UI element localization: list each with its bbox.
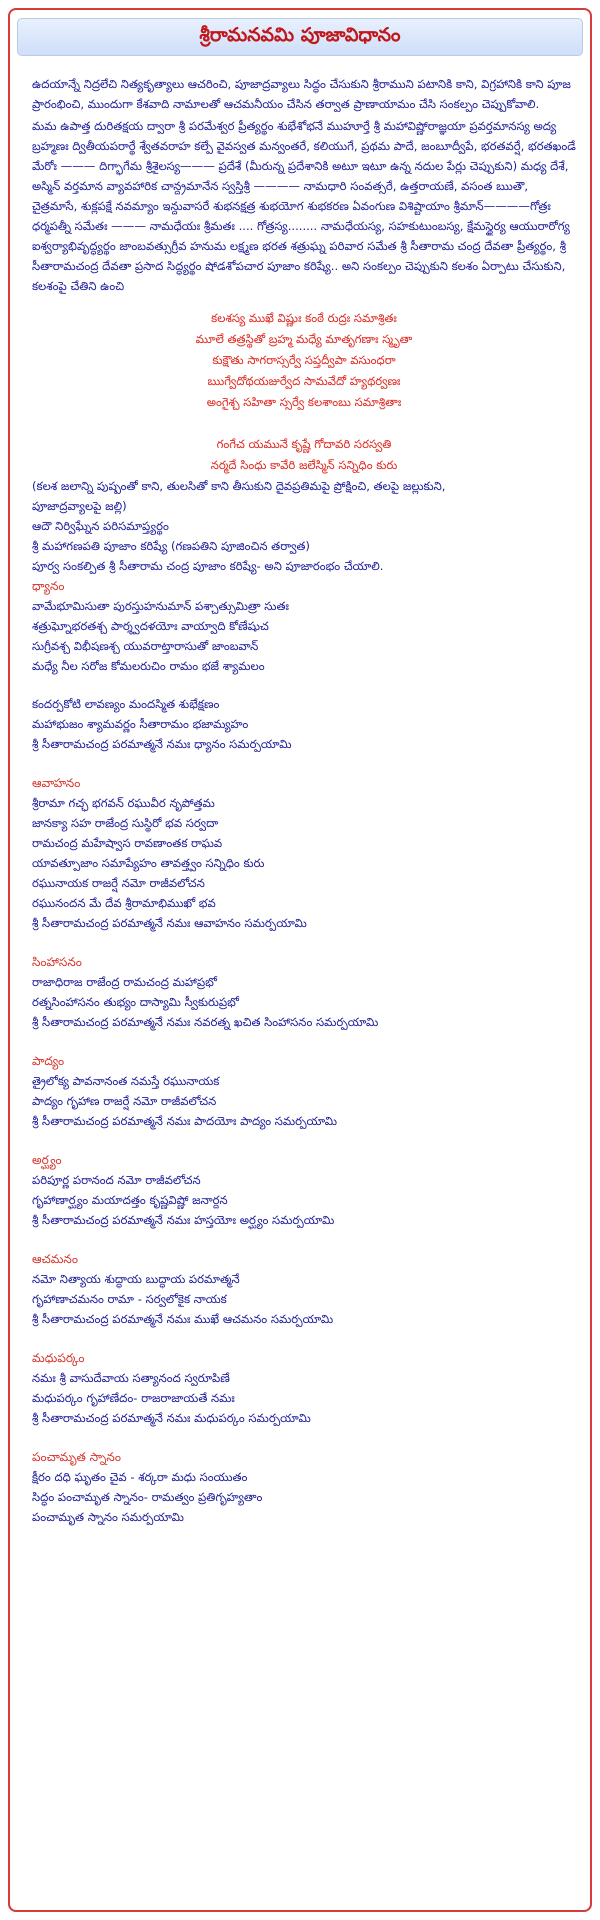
section-line: కందర్పకోటి లావణ్యం మందస్మిత శుభేక్షణం [32,697,220,711]
section-line: శత్రుఘ్నోభరతశ్చ పార్శ్వదళయోః వాయ్వాది కోణేషుచ [32,619,269,633]
section-lines [32,793,576,933]
section-line [32,676,576,694]
instruction-line: శ్రీ మహాగణపతి పూజాం కరిష్యే (గణపతిని పూజించిన తర్వాత) [32,539,310,553]
section-line: నమో నిత్యాయ శుద్ధాయ బుద్ధాయ పరమాత్మనే [32,1272,240,1286]
section-line: రఘునాయక రాజర్షే నమో రాజీవలోచన [32,876,205,890]
section-line: సిద్ధం పంచామృత స్నానం- రామత్వం ప్రతిగృహ్యతాం [32,1490,263,1504]
page-title: శ్రీరామనవమి పూజావిధానం [17,18,583,56]
section-lines [32,1170,576,1230]
section-line: రత్నసింహాసనం తుభ్యం దాస్యామి స్వీకురుప్రభో [32,995,239,1009]
section-line: నమః శ్రీ వాసుదేవాయ సత్యానంద స్వరూపిణే [32,1371,230,1385]
section-heading: మధుపర్కం [32,1351,85,1365]
section [32,1447,576,1527]
section-lines [32,1071,576,1131]
kalasha-verse-1 [32,308,576,413]
section-line: క్షీరం దధి ఘృతం చైవ - శర్కరా మధు సంయుతం [32,1470,248,1484]
section-line: శ్రీ సీతారామచంద్ర పరమాత్మనే నమః ధ్యానం సమర్పయామి [32,737,292,751]
section-line: పరిపూర్ణ పరానంద నమో రాజీవలోచన [32,1173,201,1187]
section-line: శ్రీరామా గచ్ఛ భగవన్ రఘువీర నృపోత్తమ [32,796,215,810]
section-heading: అర్ఘ్యం [32,1153,62,1167]
verse-line: మూలే తత్రస్థితో బ్రహ్మ మధ్యే మాతృగణాః స్మృతా [195,332,413,346]
section-line: త్రైలోక్య పావనానంత నమస్తే రఘునాయక [32,1074,220,1088]
intro-paragraph-1: ఉదయాన్నే నిద్రలేచి నిత్యకృత్యాలు ఆచరించి, పూజాద్రవ్యాలు సిద్ధం చేసుకుని శ్రీరాముని పటానికి కాని, విగ్రహానికి కాని పూజ ప్రారంభించి, ముందుగా కేశవాది నామాలతో ఆచమనీయం చేసిన తర్వాత ప్రాణాయామం చేసి సంకల్పం చెప్పుకోవాలి. [32,77,571,111]
verse-line: కలశస్య ముఖే విష్ణుః కంఠే రుద్రః సమాశ్రితః [211,311,397,325]
instruction-line: పూర్వ సంకల్పిత శ్రీ సీతారామ చంద్ర పూజాం కరిష్యే- అని పూజారంభం చేయాలి. [32,559,384,573]
intro [32,74,576,296]
section [32,952,576,1032]
section-line: యావత్పూజాం సమాప్యేహం తావత్త్వం సన్నిధిం కురు [32,856,265,870]
section [32,576,576,754]
section [32,773,576,933]
section-lines [32,972,576,1032]
section-line: శ్రీ సీతారామచంద్ర పరమాత్మనే నమః పాదయోః పాద్యం సమర్పయామి [32,1114,338,1128]
instruction-line: పూజాద్రవ్యాలపై జల్లి) [32,499,127,513]
section-line: రఘునందన మే దేవ శ్రీరామాభిముఖో భవ [32,896,216,910]
section-line: మధ్యే నీల సరోజ కోమలరుచిం రామం భజే శ్యామలం [32,659,265,673]
section-line: గృహాణాచమనం రామా - సర్వలోకైక నాయక [32,1292,227,1306]
section-line: శ్రీ సీతారామచంద్ర పరమాత్మనే నమః ఆవాహనం సమర్పయామి [32,916,307,930]
verse-line: అంగైశ్చ సహితా స్సర్వే కలశాంబు సమాశ్రితాః [206,395,402,409]
section-line: మహాభుజం శ్యామవర్ణం సీతారామం భజామ్యహం [32,717,249,731]
section [32,1348,576,1428]
section-heading: ఆవాహనం [32,776,81,790]
section-lines [32,1467,576,1527]
section-line: పంచామృత స్నానం సమర్పయామి [32,1510,184,1524]
section-line: మధుపర్కం గృహాణేదం- రాజరాజాయతే నమః [32,1391,235,1405]
section-line: శ్రీ సీతారామచంద్ర పరమాత్మనే నమః నవరత్న ఖచిత సింహాసనం సమర్పయామి [32,1015,379,1029]
verse-line: ఋగ్వేదోథయజుర్వేద సామవేదో హ్యథర్వణః [207,374,401,388]
section-line: జానక్యా సహ రాజేంద్ర సుస్థిరో భవ సర్వదా [32,816,219,830]
section-lines [32,596,576,754]
puja-sections [32,576,576,1527]
section-line: సుగ్రీవశ్చ విభీషణశ్చ యువరాట్తారాసుతో జాంబవాన్ [32,639,259,653]
section [32,1051,576,1131]
post-kalasha-instructions [32,476,576,576]
section-lines [32,1269,576,1329]
section-line: శ్రీ సీతారామచంద్ర పరమాత్మనే నమః హస్తయోః అర్ఘ్యం సమర్పయామి [32,1213,335,1227]
section-heading: పాద్యం [32,1054,65,1068]
section-line: రాజాధిరాజ రాజేంద్ర రామచంద్ర మహాప్రభో [32,975,217,989]
section-line: రామచంద్ర మహేష్వాస రావణాంతక రాఘవ [32,836,223,850]
verse-line: గంగేచ యమునే కృష్ణే గోదావరి సరస్వతి [216,437,392,451]
verse-line: కుక్షౌతు సాగరాస్సర్వే సప్తద్వీపా వసుంధరా [212,353,396,367]
instruction-line: ఆదౌ నిర్విఘ్నేన పరిసమాప్త్యర్థం [32,519,169,533]
section-heading: ఆచమనం [32,1252,78,1266]
section-heading: ధ్యానం [32,579,65,593]
verse-line: నర్మదే సింధు కావేరి జలేస్మిన్ సన్నిధిం కురు [210,458,398,472]
article-body [10,56,590,1527]
section-lines [32,1368,576,1428]
section [32,1150,576,1230]
section-line: పాద్యం గృహాణ రాజర్షే నమో రాజీవలోచన [32,1094,217,1108]
section [32,1249,576,1329]
section-line: శ్రీ సీతారామచంద్ర పరమాత్మనే నమః మధుపర్కం సమర్పయామి [32,1411,311,1425]
section-line: శ్రీ సీతారామచంద్ర పరమాత్మనే నమః ముఖే ఆచమనం సమర్పయామి [32,1312,334,1326]
section-line: గృహాణార్ఘ్యం మయాదత్తం కృష్ణవిష్ణో జనార్దన [32,1193,228,1207]
page-frame [8,8,592,1912]
section-heading: పంచామృత స్నానం [32,1450,121,1464]
section-heading: సింహాసనం [32,955,82,969]
sankalpam-paragraph: మమ ఉపాత్త దురితక్షయ ద్వారా శ్రీ పరమేశ్వర ప్రీత్యర్థం శుభేశోభనే ముహూర్తే శ్రీ మహావిష్ణోరాజ్ఞయా ప్రవర్తమానస్య అద్య బ్రహ్మణః ద్వితీయపరార్థే శ్వేతవరాహ కల్పే వైవస్వత మన్వంతరే, కలియుగే, ప్రథమ పాదే, జంబూద్వీపే, భరతవర్షే, భరతఖండే మేరోః ——— దిగ్భాగేమ శ్రీశైలస్య——— ప్రదేశే (మీరున్న ప్రదేశానికి అటూ ఇటూ ఉన్న నదుల పేర్లు చెప్పుకుని) మధ్య దేశే, అస్మిన్ వర్తమాన వ్యావహారిక చాన్ద్రమానేన స్వస్తిశ్రీ ———— నామధారి సంవత్సరే, ఉత్తరాయణే, వసంత ఋతౌ, చైత్రమాసే, శుక్లపక్షే నవమ్యాం ఇన్దువాసరే శుభనక్షత్ర శుభయోగ శుభకరణ ఏవంగుణ విశిష్టాయాం శ్రీమాన్————గోత్రః ధర్మపత్నీ సమేతః ——— నామధేయః శ్రీమతః .... గోత్రస్య........ నామధేయస్య, సహకుటుంబస్య, క్షేమస్థైర్య ఆయురారోగ్య ఐశ్వర్యాభివృద్ధ్యర్థం జాంబవత్సుగ్రీవ హనుమ లక్ష్మణ భరత శత్రుఘ్న పరివార సమేత శ్రీ సీతారామ చంద్ర దేవతా ప్రీత్యర్థం, శ్రీ సీతారామచంద్ర దేవతా ప్రసాద సిద్ధ్యర్థం షోడశోపచార పూజాం కరిష్యే.. అని సంకల్పం చెప్పుకుని కలశం ఏర్పాటు చేసుకుని, కలశంపై చేతిని ఉంచి [32,119,576,293]
section-line: వామేభూమిసుతా పురస్తుహనుమాన్ పశ్చాత్సుమిత్రా సుతః [32,599,289,613]
instruction-line: (కలశ జలాన్ని పుష్పంతో కాని, తులసితో కాని తీసుకుని దైవప్రతిమపై ప్రోక్షించి, తలపై జల్లుకుని, [32,479,446,493]
kalasha-verse-2 [32,434,576,476]
